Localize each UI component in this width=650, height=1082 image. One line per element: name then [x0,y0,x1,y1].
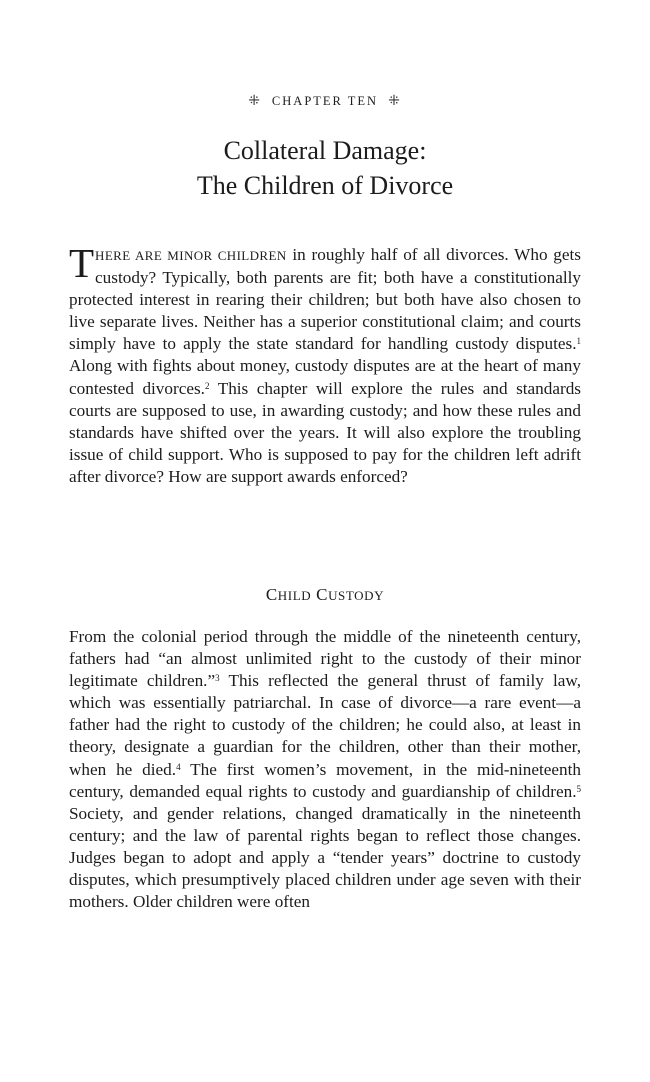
custody-text-3: The first women’s movement, in the mid-nineteenth century, demanded equal rights to custody and guardianship of children. [69,759,581,801]
chapter-title-line-1: Collateral Damage: [223,136,427,165]
footnote-ref-2[interactable]: 2 [204,380,210,391]
heading-rest-2: USTODY [328,588,385,603]
heading-rest-1: HILD [277,588,312,603]
intro-text-1: in roughly half of all divorces. Who gets custody? Typically, both parents are fit; both have a constitutionally protected interest in rearing their children; but both have also chosen to live separate lives. Neither has a superior constitutional claim; and courts simply have to apply the state standard for handling custody disputes. [69,245,581,354]
footnote-ref-1[interactable]: 1 [576,336,581,347]
footnote-ref-4[interactable]: 4 [176,761,181,772]
chapter-label [69,93,581,110]
ornament-icon: ⁜ [388,94,402,109]
ornament-icon: ⁜ [248,94,262,109]
footnote-ref-3[interactable]: 3 [215,673,220,684]
book-page [69,0,581,1082]
drop-cap: T [69,240,95,286]
intro-text-2: Along with fights about money, custody disputes are at the heart of many contested divorces. [69,356,581,398]
intro-text-3: This chapter will explore the rules and standards courts are supposed to use, in awarding custody; and how these rules and standards have shifted over the years. It will also explore the troubling issue of child support. Who is supposed to pay for the children left adrift after divorce? How are support awards enforced? [69,378,581,486]
custody-paragraph [69,626,581,913]
heading-initial-2: C [316,585,329,604]
heading-initial-1: C [265,585,278,604]
custody-text-1: From the colonial period through the middle of the nineteenth century, fathers had “an almost unlimited right to the custody of their minor legitimate children.” [69,627,581,691]
section-heading [69,585,581,605]
footnote-ref-5[interactable]: 5 [576,783,581,794]
custody-text-4: Society, and gender relations, changed dramatically in the nineteenth century; and the law of parental rights began to reflect those changes. Judges began to adopt and apply a “tender years” doctrine to custody disputes, which presumptively placed children under age seven with their mothers. Older children were often [69,803,581,912]
chapter-title [69,133,581,203]
intro-paragraph [69,240,581,488]
lead-small-caps: HERE ARE MINOR CHILDREN [95,248,287,263]
chapter-title-line-2: The Children of Divorce [196,171,454,200]
chapter-number: CHAPTER TEN [271,94,379,108]
custody-text-2: This reflected the general thrust of family law, which was essentially patriarchal. In case of divorce—a rare event—a father had the right to custody of the children; he could also, at least in theory, designate a guardian for the children, other than their mother, when he died. [69,671,581,779]
